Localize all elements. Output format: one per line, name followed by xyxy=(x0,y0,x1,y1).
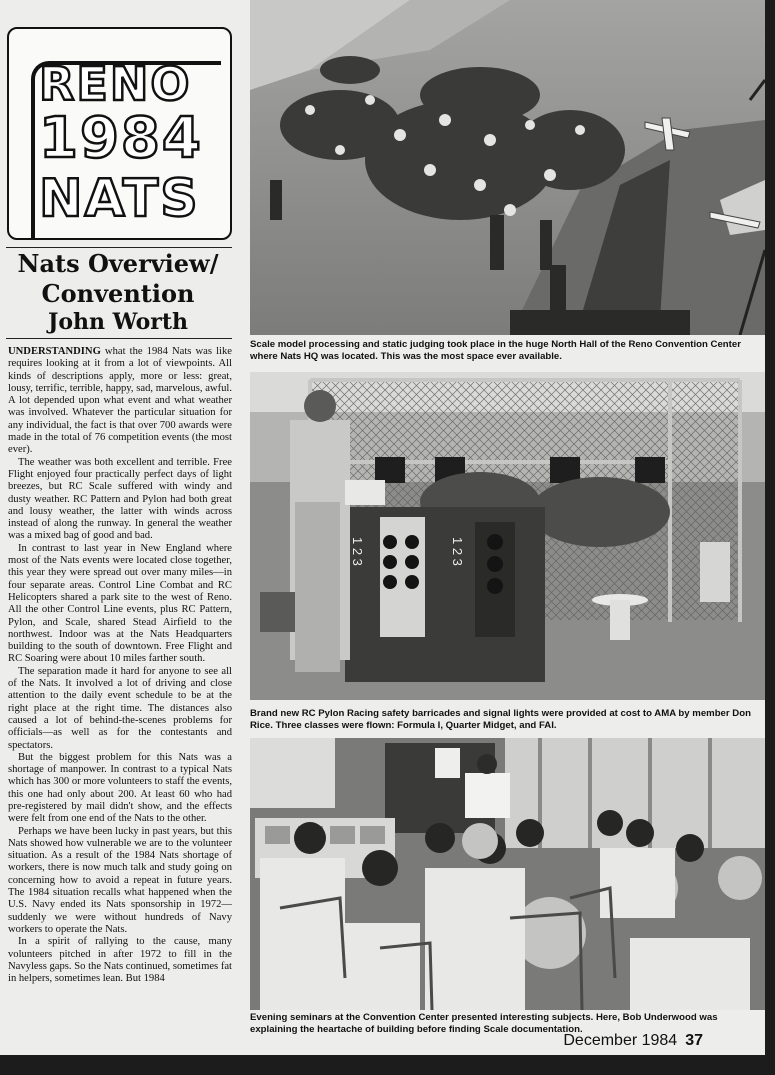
reno-nats-logo xyxy=(7,27,232,240)
photo-evening-seminar xyxy=(250,738,765,1010)
logo-word-nats: NATS xyxy=(39,169,200,229)
article-author: John Worth xyxy=(47,309,189,335)
paragraph-3: In contrast to last year in New England where most of the Nats events were located close together, this year they were spread out over many miles—in four separate areas. Control Line Combat and RC Helicopters shared a park site to the west of Reno. All the other Control Line events, plus RC Pattern, Pylon, and Scale, shared Stead Airfield to the northwest. Indoor was at the Nats Headquarters building to the south of downtown. Free Flight and RC Soaring were about 10 miles farther south. xyxy=(8,542,232,665)
paragraph-7: In a spirit of rallying to the cause, many volunteers pitched in after 1972 to fill in the Navyless gaps. So the Nats continued, sometimes fat in helpers, sometimes lean. But 1984 xyxy=(8,936,232,985)
panel-right-numbers: 1 2 3 xyxy=(450,537,465,566)
pylon-barricade-scene xyxy=(250,372,765,700)
article-title-line1: Nats Overview/ xyxy=(17,249,219,278)
page-number: 37 xyxy=(685,1032,703,1049)
article-title-line2: Convention xyxy=(41,279,195,308)
caption-convention-hall: Scale model processing and static judging took place in the huge North Hall of the Reno Convention Center where Nats HQ was located. This was the most space ever available. xyxy=(250,339,741,362)
logo-word-reno: RENO xyxy=(39,57,192,111)
evening-seminar-scene xyxy=(250,738,765,1010)
headline-rule-top xyxy=(6,247,232,248)
headline-rule-bottom xyxy=(6,338,232,339)
article-body xyxy=(8,346,232,985)
issue-date: December 1984 xyxy=(563,1032,678,1049)
paragraph-6: Perhaps we have been lucky in past years, but this Nats showed how vulnerable we are to the volunteer situation. As a result of the 1984 Nats shortage of workers, there is now much talk and study going on concerning how to avoid a repeat in future years. The 1984 situation recalls what happened when the U.S. Navy ended its Nats sponsorship in 1972—suddenly we were without hundreds of Navy workers to operate the Nats. xyxy=(8,825,232,935)
paragraph-4: The separation made it hard for anyone to see all of the Nats. It involved a lot of driving and close attention to the daily event schedule to be at the right place at the right time. The distances also caused a lot of behind-the-scenes problems for officials—as well as for the contestants and spectators. xyxy=(8,665,232,751)
convention-hall-scene xyxy=(250,0,765,335)
caption-pylon-barricade: Brand new RC Pylon Racing safety barricades and signal lights were provided at cost to AMA by member Don Rice. Three classes were flown: Formula I, Quarter Midget, and FAI. xyxy=(250,708,751,731)
photo-pylon-barricade xyxy=(250,372,765,700)
photo-convention-hall xyxy=(250,0,765,335)
logo-year: 1984 xyxy=(39,106,203,171)
page-footer xyxy=(563,1032,703,1050)
paragraph-2: The weather was both excellent and terrible. Free Flight enjoyed four practically perfect days of light breezes, but RC Scale suffered with windy and dusty weather. RC Pattern and Pylon had both great and lousy weather, the latter with winds across instead of along the runway. In general the weather was a mixed bag of good and bad. xyxy=(8,456,232,542)
paragraph-5: But the biggest problem for this Nats was a shortage of manpower. In contrast to a typical Nats which has 300 or more volunteers to staff the events, this one had only about 200. At least 60 who had pre-registered by mail didn't show, and the effects were felt from one end of the Nats to the other. xyxy=(8,751,232,825)
panel-left-numbers: 1 2 3 xyxy=(350,537,365,566)
caption-evening-seminar: Evening seminars at the Convention Center presented interesting subjects. Here, Bob Underwood was explaining the heartache of building before finding Scale documentation. xyxy=(250,1012,718,1035)
paragraph-1: UNDERSTANDING what the 1984 Nats was like requires looking at it from a lot of viewpoints. All kinds of descriptions apply, more or less: great, lousy, terrific, terrible, happy, sad, marvelous, awful. A lot depended upon what event and what weather was involved. Whatever the particular situation for any individual, the fact is that over 700 awards were made in the total of 76 competition events (the most ever). xyxy=(8,346,232,456)
